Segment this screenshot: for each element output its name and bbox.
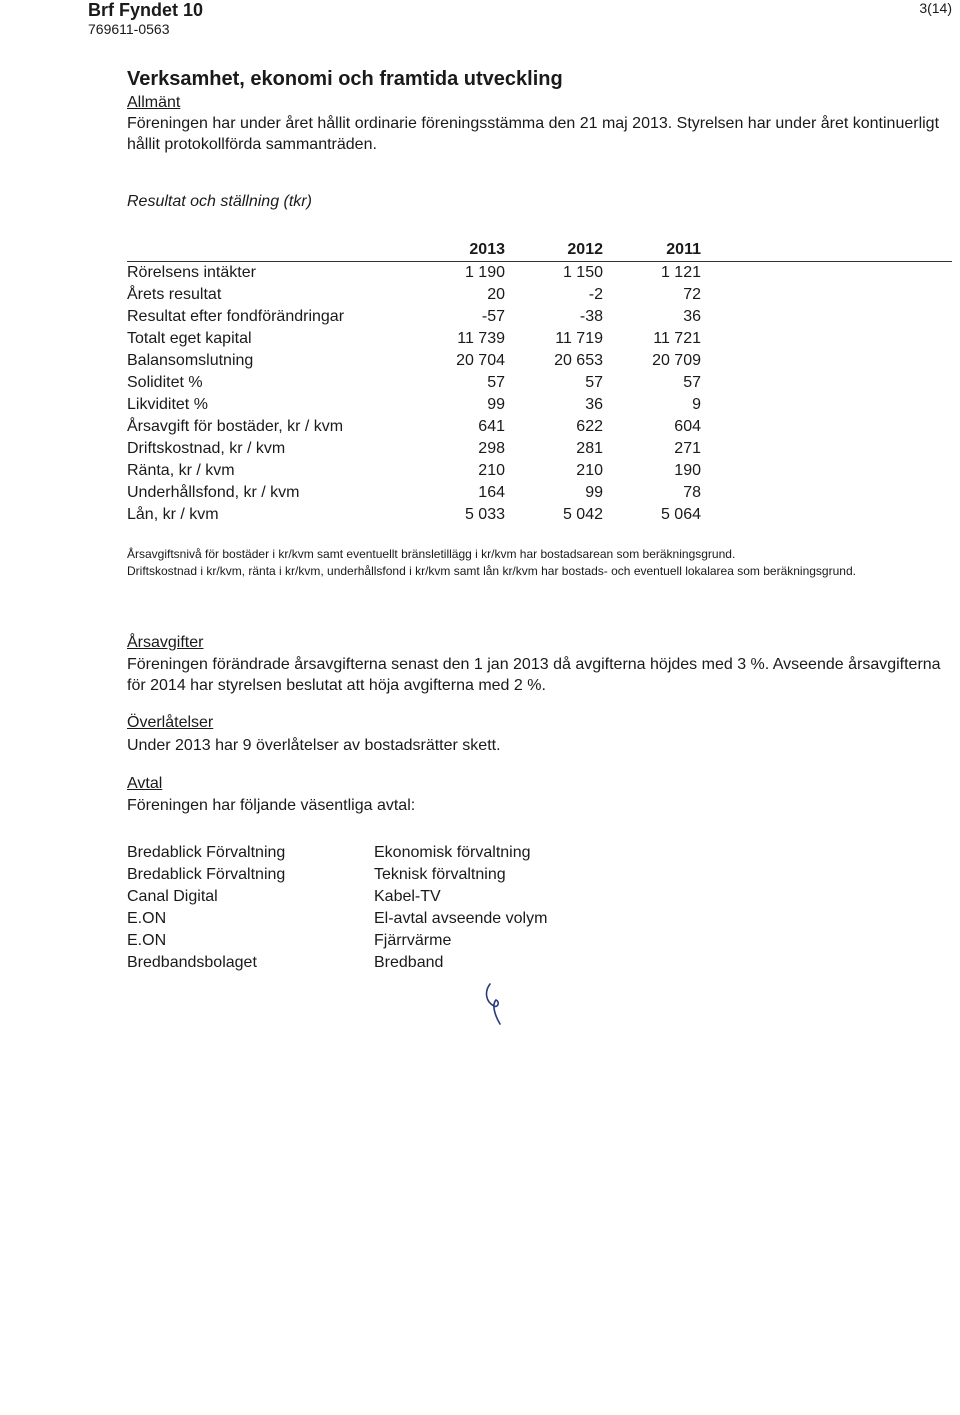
agreement-row (127, 842, 547, 864)
table-row (127, 262, 701, 284)
row-label: Årsavgift för bostäder, kr / kvm (127, 418, 344, 435)
transfers-text: Under 2013 har 9 överlåtelser av bostadsrätter skett. (127, 737, 501, 754)
table-row (127, 460, 701, 482)
table-note: Årsavgiftsnivå för bostäder i kr/kvm samt eventuellt bränsletillägg i kr/kvm har bostadsarean som beräkningsgrund. (127, 547, 736, 561)
row-label: Balansomslutning (127, 352, 254, 369)
table-header-rule (127, 261, 952, 262)
row-value: -38 (579, 308, 603, 325)
row-value: 11 721 (653, 330, 701, 347)
row-value: 72 (683, 286, 701, 303)
year-header: 2013 (469, 241, 505, 258)
agreement-party: Bredablick Förvaltning (127, 844, 286, 861)
row-value: 9 (692, 396, 701, 413)
row-value: 210 (478, 462, 505, 479)
agreement-party: Bredablick Förvaltning (127, 866, 286, 883)
table-row (127, 394, 701, 416)
table-body (127, 262, 701, 526)
agreement-party: Bredbandsbolaget (127, 954, 257, 971)
table-row (127, 416, 701, 438)
row-label: Ränta, kr / kvm (127, 462, 235, 479)
table-row (127, 350, 701, 372)
row-value: 190 (674, 462, 701, 479)
agreement-service: Bredband (374, 954, 444, 971)
table-row (127, 372, 701, 394)
row-label: Driftskostnad, kr / kvm (127, 440, 286, 457)
agreement-row (127, 886, 547, 908)
row-value: 20 (487, 286, 505, 303)
agreement-row (127, 908, 547, 930)
row-label: Soliditet % (127, 374, 203, 391)
fees-text: Föreningen förändrade årsavgifterna senast den 1 jan 2013 då avgifterna höjdes med 3 %. Avseende årsavgifterna för 2014 har styrelsen beslutat att höja avgifterna med 2 %. (127, 656, 941, 694)
row-label: Lån, kr / kvm (127, 506, 219, 523)
row-value: -2 (588, 286, 603, 303)
transfers-heading: Överlåtelser (127, 714, 214, 731)
row-value: 164 (478, 484, 505, 501)
table-row (127, 328, 701, 350)
row-value: 1 121 (660, 264, 701, 281)
agreement-row (127, 864, 547, 886)
table-row (127, 482, 701, 504)
table-row (127, 284, 701, 306)
row-value: 20 709 (652, 352, 701, 369)
general-heading: Allmänt (127, 94, 181, 111)
row-value: 20 653 (554, 352, 603, 369)
org-name: Brf Fyndet 10 (88, 0, 204, 20)
row-value: 1 150 (562, 264, 603, 281)
row-value: 604 (674, 418, 701, 435)
row-value: 622 (576, 418, 603, 435)
row-value: 298 (478, 440, 505, 457)
agreements-list (127, 842, 547, 974)
general-text: Föreningen har under året hållit ordinarie föreningsstämma den 21 maj 2013. Styrelsen har under året kontinuerligt hållit protokollförda sammanträden. (127, 115, 940, 153)
row-value: 57 (487, 374, 505, 391)
row-value: 78 (683, 484, 701, 501)
row-value: 1 190 (464, 264, 505, 281)
agreement-row (127, 952, 547, 974)
year-header: 2011 (666, 241, 701, 258)
row-value: 99 (585, 484, 603, 501)
row-value: 99 (487, 396, 505, 413)
row-value: 11 739 (457, 330, 505, 347)
row-label: Rörelsens intäkter (127, 264, 256, 281)
row-value: 5 064 (660, 506, 701, 523)
row-value: 57 (683, 374, 701, 391)
agreement-party: Canal Digital (127, 888, 218, 905)
row-value: 57 (585, 374, 603, 391)
row-value: 5 042 (562, 506, 603, 523)
row-value: 36 (585, 396, 603, 413)
agreement-service: Fjärrvärme (374, 932, 452, 949)
row-value: 11 719 (555, 330, 603, 347)
agreement-service: El-avtal avseende volym (374, 910, 548, 927)
row-value: 271 (674, 440, 701, 457)
row-value: 36 (683, 308, 701, 325)
row-value: 281 (576, 440, 603, 457)
agreement-service: Teknisk förvaltning (374, 866, 506, 883)
agreement-row (127, 930, 547, 952)
row-label: Årets resultat (127, 286, 222, 303)
table-row (127, 504, 701, 526)
row-label: Likviditet % (127, 396, 208, 413)
agreements-heading: Avtal (127, 775, 163, 792)
fees-heading: Årsavgifter (127, 634, 204, 651)
row-value: 641 (478, 418, 505, 435)
row-value: 5 033 (464, 506, 505, 523)
table-title: Resultat och ställning (tkr) (127, 193, 312, 210)
agreement-party: E.ON (127, 932, 167, 949)
table-row (127, 306, 701, 328)
row-value: -57 (481, 308, 505, 325)
agreements-intro: Föreningen har följande väsentliga avtal: (127, 797, 416, 814)
table-header-row (127, 238, 701, 262)
agreement-service: Ekonomisk förvaltning (374, 844, 531, 861)
table-note: Driftskostnad i kr/kvm, ränta i kr/kvm, underhållsfond i kr/kvm samt lån kr/kvm har bostads- och eventuell lokalarea som beräkningsgrund. (127, 564, 856, 578)
table-row (127, 438, 701, 460)
row-value: 20 704 (456, 352, 505, 369)
header-blank (127, 238, 407, 262)
row-label: Totalt eget kapital (127, 330, 252, 347)
agreement-service: Kabel-TV (374, 888, 441, 905)
row-label: Resultat efter fondförändringar (127, 308, 345, 325)
financial-table (127, 238, 701, 526)
signature-mark (480, 982, 508, 1027)
org-number: 769611-0563 (88, 21, 170, 37)
page-number: 3(14) (919, 0, 952, 16)
year-header: 2012 (567, 241, 603, 258)
section-title: Verksamhet, ekonomi och framtida utveckling (127, 68, 563, 90)
row-label: Underhållsfond, kr / kvm (127, 484, 300, 501)
row-value: 210 (576, 462, 603, 479)
agreement-party: E.ON (127, 910, 167, 927)
